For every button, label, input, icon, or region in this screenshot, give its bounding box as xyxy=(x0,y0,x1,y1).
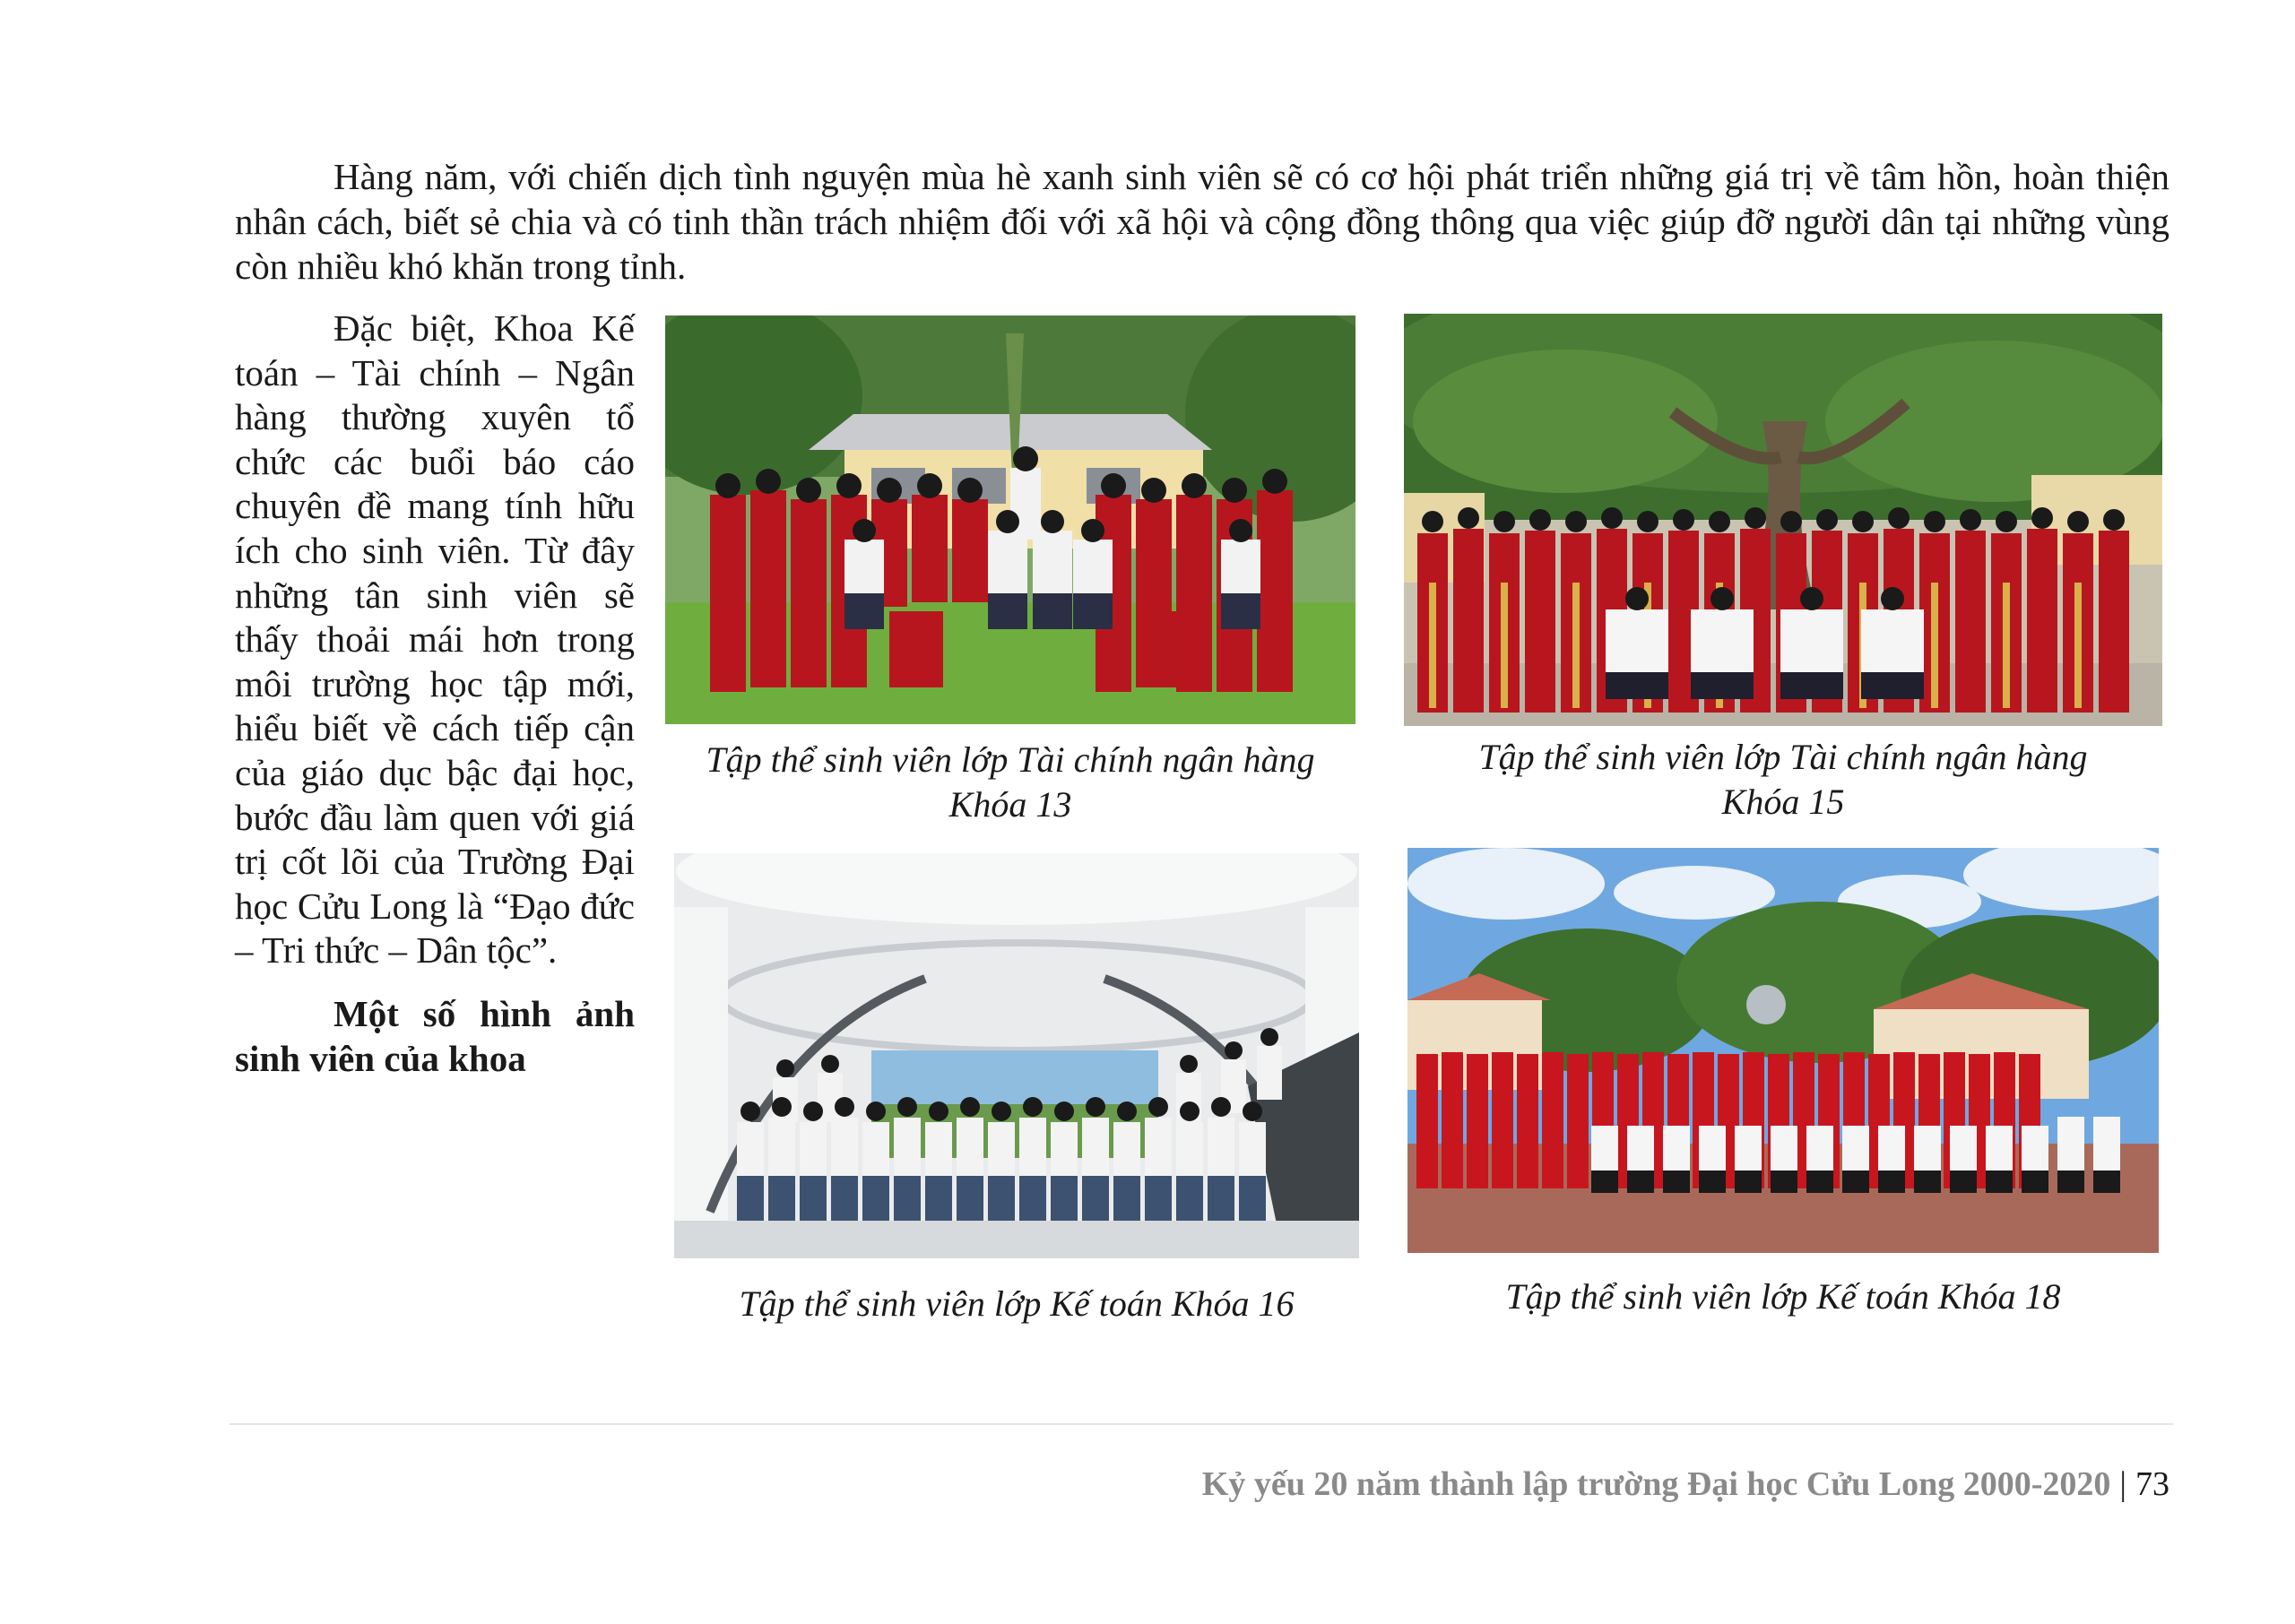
footer-separator: | xyxy=(2119,1465,2126,1503)
caption-photo-1-line2: Khóa 13 xyxy=(948,784,1072,825)
photo-class-kt-k18 xyxy=(1407,848,2159,1253)
photo-tcnh-k15-image xyxy=(1404,314,2162,726)
photo-class-kt-k16 xyxy=(674,853,1359,1258)
caption-photo-1 xyxy=(665,738,1355,827)
page-number: 73 xyxy=(2135,1465,2169,1503)
page-footer xyxy=(1202,1463,2169,1506)
section-heading: Một số hình ảnh sinh viên của khoa xyxy=(235,992,635,1079)
side-paragraph: Đặc biệt, Khoa Kế toán – Tài chính – Ngân hàng thường xuyên tổ chức các buổi báo cáo chuyên đề mang tính hữu ích cho sinh viên. Từ đây những tân sinh viên sẽ thấy thoải mái hơn trong môi trường học tập mới, hiểu biết về cách tiếp cận của giáo dục bậc đại học, bước đầu làm quen với giá trị cốt lõi của Trường Đại học Cửu Long là “Đạo đức – Tri thức – Dân tộc”. xyxy=(235,307,635,972)
caption-photo-3: Tập thể sinh viên lớp Kế toán Khóa 16 xyxy=(739,1283,1295,1324)
caption-photo-2 xyxy=(1404,735,2162,825)
photo-kt-k18-image xyxy=(1407,848,2159,1253)
photo-tcnh-k13-image xyxy=(665,315,1355,724)
side-column xyxy=(235,307,635,1081)
caption-photo-2-line1: Tập thể sinh viên lớp Tài chính ngân hàng xyxy=(1478,737,2088,777)
photo-class-tcnh-k13 xyxy=(665,315,1355,724)
caption-photo-4: Tập thể sinh viên lớp Kế toán Khóa 18 xyxy=(1505,1276,2061,1317)
intro-paragraph: Hàng năm, với chiến dịch tình nguyện mùa hè xanh sinh viên sẽ có cơ hội phát triển những giá trị về tâm hồn, hoàn thiện nhân cách, biết sẻ chia và có tinh thần trách nhiệm đối với xã hội và cộng đồng thông qua việc giúp đỡ người dân tại những vùng còn nhiều khó khăn trong tỉnh. xyxy=(235,156,2169,287)
caption-photo-2-line2: Khóa 15 xyxy=(1721,782,1845,822)
caption-photo-1-line1: Tập thể sinh viên lớp Tài chính ngân hàng xyxy=(706,739,1315,780)
footer-title: Kỷ yếu 20 năm thành lập trường Đại học Cửu Long 2000-2020 xyxy=(1201,1465,2111,1503)
photo-class-tcnh-k15 xyxy=(1404,314,2162,726)
footer-divider xyxy=(230,1423,2173,1425)
photo-kt-k16-image xyxy=(674,853,1359,1258)
